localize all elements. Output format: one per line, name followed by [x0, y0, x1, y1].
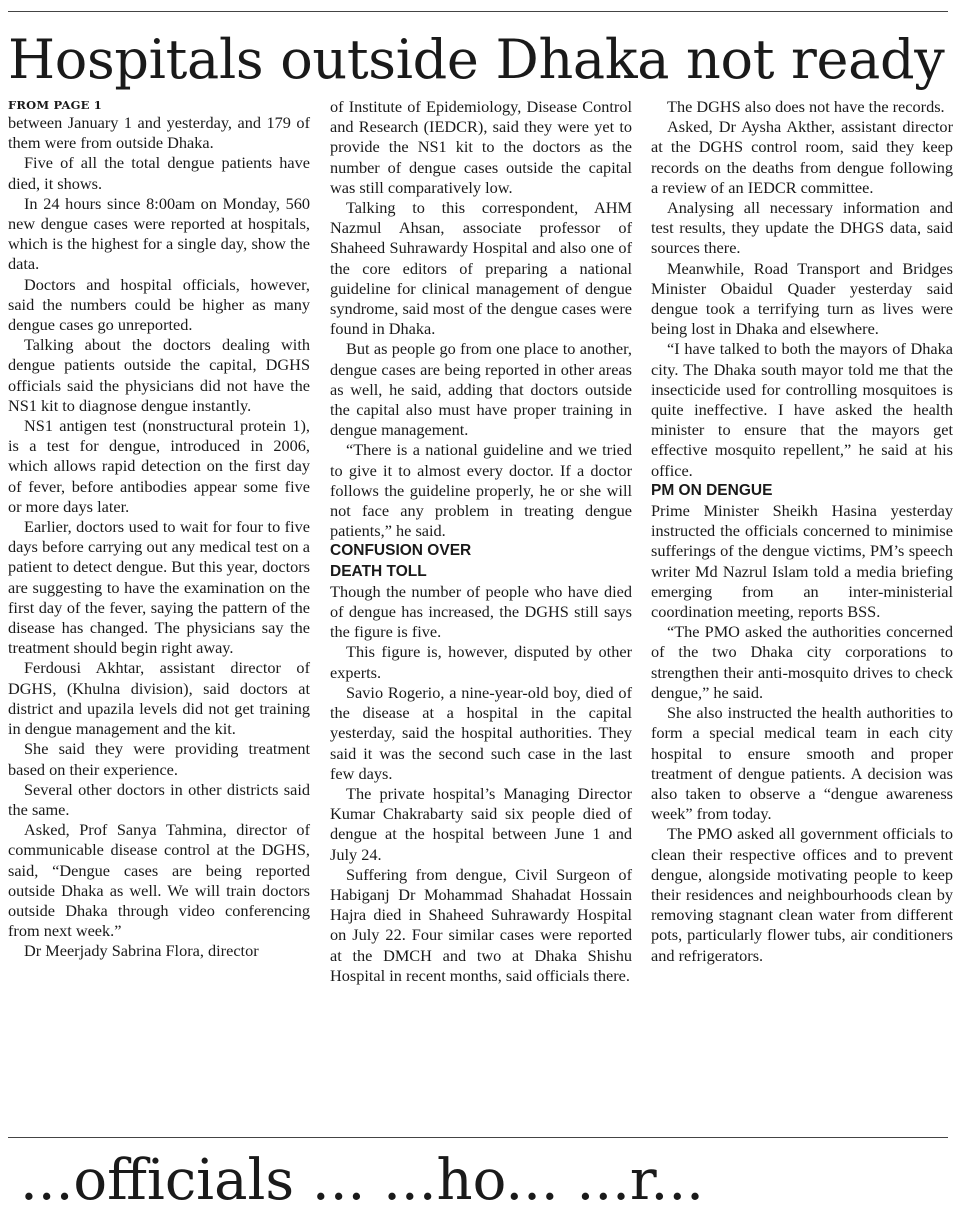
paragraph: Five of all the total dengue patients have died, it shows.: [8, 153, 310, 193]
paragraph: Asked, Prof Sanya Tahmina, director of communicable disease control at the DGHS, said, “Dengue cases are being reported outside Dhaka as well. We will train doctors outside Dhaka through video conferencing from next week.”: [8, 820, 310, 941]
top-rule: [8, 11, 948, 12]
paragraph: This figure is, however, disputed by other experts.: [330, 642, 632, 682]
paragraph: NS1 antigen test (nonstructural protein 1), is a test for dengue, introduced in 2006, which allows rapid detection on the first day of fever, before antibodies appear some five or more days later.: [8, 416, 310, 516]
subhead-death-toll: DEATH TOLL: [330, 562, 427, 580]
paragraph: Talking to this correspondent, AHM Nazmul Ahsan, associate professor of Shaheed Suhrawardy Hospital and also one of the core editors of preparing a national guideline for clinical management of dengue syndrome, said most of the dengue cases were found in Dhaka.: [330, 198, 632, 339]
paragraph: Ferdousi Akhtar, assistant director of DGHS, (Khulna division), said doctors at district and upazila levels did not get training in dengue management and the kit.: [8, 658, 310, 739]
subhead-confusion: CONFUSION OVER: [330, 542, 472, 560]
paragraph: Doctors and hospital officials, however, said the numbers could be higher as many dengue cases go unreported.: [8, 274, 310, 335]
paragraph: The PMO asked all government officials to clean their respective offices and to prevent dengue, alongside motivating people to keep their residences and neighbourhoods clean by removing stagnant clean water from different pots, particularly flower tubs, air conditioners and refrigerators.: [651, 824, 953, 965]
paragraph: Meanwhile, Road Transport and Bridges Minister Obaidul Quader yesterday said dengue took a terrifying turn as lives were being lost in Dhaka and elsewhere.: [651, 258, 953, 339]
paragraph: Savio Rogerio, a nine-year-old boy, died of the disease at a hospital in the capital yesterday, said the hospital authorities. They said it was the second such case in the last few days.: [330, 682, 632, 783]
paragraph: Asked, Dr Aysha Akther, assistant director at the DGHS control room, said they keep records on the deaths from dengue following a review of an IEDCR committee.: [651, 117, 953, 197]
paragraph: “There is a national guideline and we tried to give it to almost every doctor. If a doctor follows the guideline properly, he or she will not face any problem in treating dengue patients,” he said.: [330, 440, 632, 541]
paragraph: Several other doctors in other districts said the same.: [8, 779, 310, 819]
paragraph: But as people go from one place to another, dengue cases are being reported in other areas as well, he said, adding that doctors outside the capital also must have proper training in dengue management.: [330, 339, 632, 440]
paragraph: Prime Minister Sheikh Hasina yesterday instructed the officials concerned to minimise sufferings of the dengue victims, PM’s speech writer Md Nazrul Islam told a media briefing emerging from an inter-ministerial coordination meeting, reports BSS.: [651, 501, 953, 622]
article-column-1: [8, 97, 310, 962]
article-column-3: [651, 97, 953, 966]
paragraph: Though the number of people who have died of dengue has increased, the DGHS still says the figure is five.: [330, 581, 632, 642]
paragraph: The DGHS also does not have the records.: [667, 97, 945, 116]
paragraph: Earlier, doctors used to wait for four to five days before carrying out any medical test on a patient to detect dengue. But this year, doctors are suggesting to have the examination on the first day of the fever, saying the pattern of the disease has changed. The physicians say the treatment should begin right away.: [8, 517, 310, 658]
paragraph: She said they were providing treatment based on their experience.: [8, 739, 310, 779]
paragraph: She also instructed the health authorities to form a special medical team in each city hospital to ensure smooth and proper treatment of dengue patients. A decision was also taken to observe a “dengue awareness week” from today.: [651, 703, 953, 824]
bottom-rule: [8, 1137, 948, 1138]
paragraph: Suffering from dengue, Civil Surgeon of Habiganj Dr Mohammad Shahadat Hossain Hajra died in Shaheed Suhrawardy Hospital on July 22. Four similar cases were reported at the DMCH and two at Dhaka Shishu Hospital in recent months, said officials there.: [330, 864, 632, 985]
next-article-headline-cropped: ...officials ... ...ho... ...r...: [20, 1148, 704, 1213]
article-column-2: [330, 97, 632, 986]
jump-kicker: FROM PAGE 1: [8, 98, 102, 112]
paragraph: Analysing all necessary information and test results, they update the DHGS data, said sources there.: [651, 198, 953, 258]
subhead-pm-on-dengue: PM ON DENGUE: [651, 481, 773, 499]
paragraph: “The PMO asked the authorities concerned of the two Dhaka city corporations to strengthen their anti-mosquito drives to check dengue,” he said.: [651, 622, 953, 702]
paragraph: The private hospital’s Managing Director Kumar Chakrabarty said six people died of dengue at the hospital between June 1 and July 24.: [330, 783, 632, 864]
paragraph: Talking about the doctors dealing with dengue patients outside the capital, DGHS officials said the physicians did not have the NS1 kit to diagnose dengue instantly.: [8, 335, 310, 415]
paragraph: between January 1 and yesterday, and 179 of them were from outside Dhaka.: [8, 113, 310, 153]
paragraph: Dr Meerjady Sabrina Flora, director: [24, 941, 259, 961]
paragraph: of Institute of Epidemiology, Disease Control and Research (IEDCR), said they were yet to provide the NS1 kit to the doctors as the number of dengue cases outside the capital was still comparatively low.: [330, 97, 632, 197]
paragraph: In 24 hours since 8:00am on Monday, 560 new dengue cases were reported at hospitals, which is the highest for a single day, show the data.: [8, 193, 310, 274]
paragraph: “I have talked to both the mayors of Dhaka city. The Dhaka south mayor told me that the insecticide used for controlling mosquitoes is quite ineffective. I have asked the health minister to ensure that the mayors get effective mosquito repellent,” he said at his office.: [651, 339, 953, 480]
article-headline: Hospitals outside Dhaka not ready: [8, 28, 945, 91]
